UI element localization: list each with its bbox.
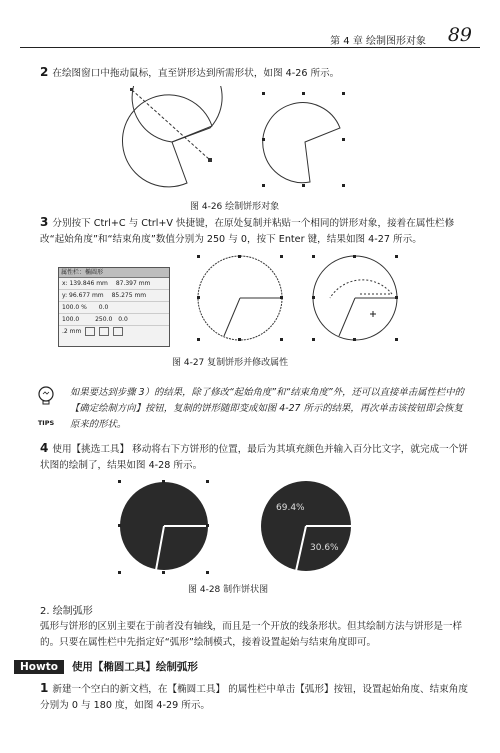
howto-heading: [14, 659, 198, 674]
step-text: 使用【挑选工具】 移动将右下方饼形的位置，最后为其填充颜色并输入百分比文字，就完成一个饼状图的绘制了，结果如图 4-28 所示。: [40, 444, 468, 471]
tips-label: TIPS: [37, 419, 55, 427]
scale-row: [59, 302, 169, 314]
step-number: 3: [40, 215, 49, 229]
label-small-share: 30.6%: [310, 543, 339, 553]
arc-button: [99, 327, 109, 336]
pie-chart-right: [261, 481, 351, 571]
figure-4-28: [116, 478, 376, 580]
figure-4-26: [110, 86, 380, 196]
section-paragraph: 弧形与饼形的区别主要在于前者没有轴线，而且是一个开放的线条形状。但其绘制方法与饼形是一样的。只要在属性栏中先指定好“弧形”绘制模式，接着设置起始与结束角度即可。: [40, 621, 463, 648]
chapter-title: 第 4 章 绘制图形对象: [330, 36, 426, 47]
pie-copy-left: [197, 255, 283, 341]
step-3: [40, 214, 470, 248]
width-field: 87.397 mm: [115, 280, 151, 287]
pie-button: [85, 327, 95, 336]
step-number: 4: [40, 441, 49, 455]
direction-button: [113, 327, 123, 336]
label-large-share: 69.4%: [276, 503, 305, 513]
step-text: 分别按下 Ctrl+C 与 Ctrl+V 快捷键，在原处复制并粘贴一个相同的饼形对象，接着在属性栏修改“起始角度”和“结束角度”数值分别为 250 与 0，按下 Enter 键，结果如图 4-27 所示。: [40, 218, 455, 245]
caption-4-26: 图 4-26 绘制饼形对象: [190, 202, 280, 212]
howto-title: 使用【椭圆工具】绘制弧形: [71, 661, 198, 673]
tips-text: 如果要达到步骤 3）的结果，除了修改“起始角度”和“结束角度”外，还可以直接单击属性栏中的【确定绘制方向】按钮，复制的饼形随即变成如图 4-27 所示的结果，再次单击该按钮即会恢复原来的形状。: [70, 387, 465, 430]
step-number: 2: [40, 65, 49, 79]
figure-4-27: [180, 248, 420, 348]
pie-drawing-right: [262, 92, 345, 187]
scale-y-field: 100.0: [62, 316, 80, 323]
header-rule: [20, 47, 480, 48]
pie-drawing-left: [122, 86, 222, 187]
caption-4-27: 图 4-27 复制饼形并修改属性: [172, 358, 289, 368]
y-field: y: 96.677 mm: [62, 292, 104, 299]
percent-sign: %: [81, 304, 87, 311]
position-row-2: [59, 290, 169, 302]
start-angle-field: 250.0: [95, 316, 113, 323]
howto-tag: Howto: [14, 660, 64, 674]
height-field: 85.275 mm: [111, 292, 147, 299]
line-row: [59, 326, 169, 337]
page-number: 89: [447, 24, 472, 46]
lightbulb-icon: [34, 385, 58, 431]
x-field: x: 139.846 mm: [62, 280, 108, 287]
step-number: 1: [40, 681, 49, 695]
howto-step-1: [40, 680, 470, 714]
step-4: [40, 440, 470, 474]
tips-box: [37, 385, 470, 433]
step-2: [40, 64, 470, 82]
pie-chart-left: [118, 480, 209, 574]
property-bar-title: 属性栏：椭圆形: [59, 268, 169, 278]
step-text: 新建一个空白的新文档，在【椭圆工具】 的属性栏中单击【弧形】按钮，设置起始角度、结束角度分别为 0 与 180 度，如图 4-29 所示。: [40, 684, 468, 711]
property-bar-screenshot: [58, 267, 170, 347]
end-angle-field: 0.0: [118, 316, 128, 323]
scale-x-field: 100.0: [62, 304, 80, 311]
rotation-field: 0.0: [98, 304, 109, 311]
section-heading: 2. 绘制弧形: [40, 606, 93, 617]
outline-width-field: .2 mm: [62, 328, 82, 335]
angle-row: [59, 314, 169, 326]
caption-4-28: 图 4-28 制作饼状图: [188, 585, 269, 595]
pie-copy-right: [312, 255, 398, 341]
step-text: 在绘图窗口中拖动鼠标，直至饼形达到所需形状，如图 4-26 所示。: [52, 68, 340, 79]
position-row: [59, 278, 169, 290]
page-header: [0, 22, 500, 58]
